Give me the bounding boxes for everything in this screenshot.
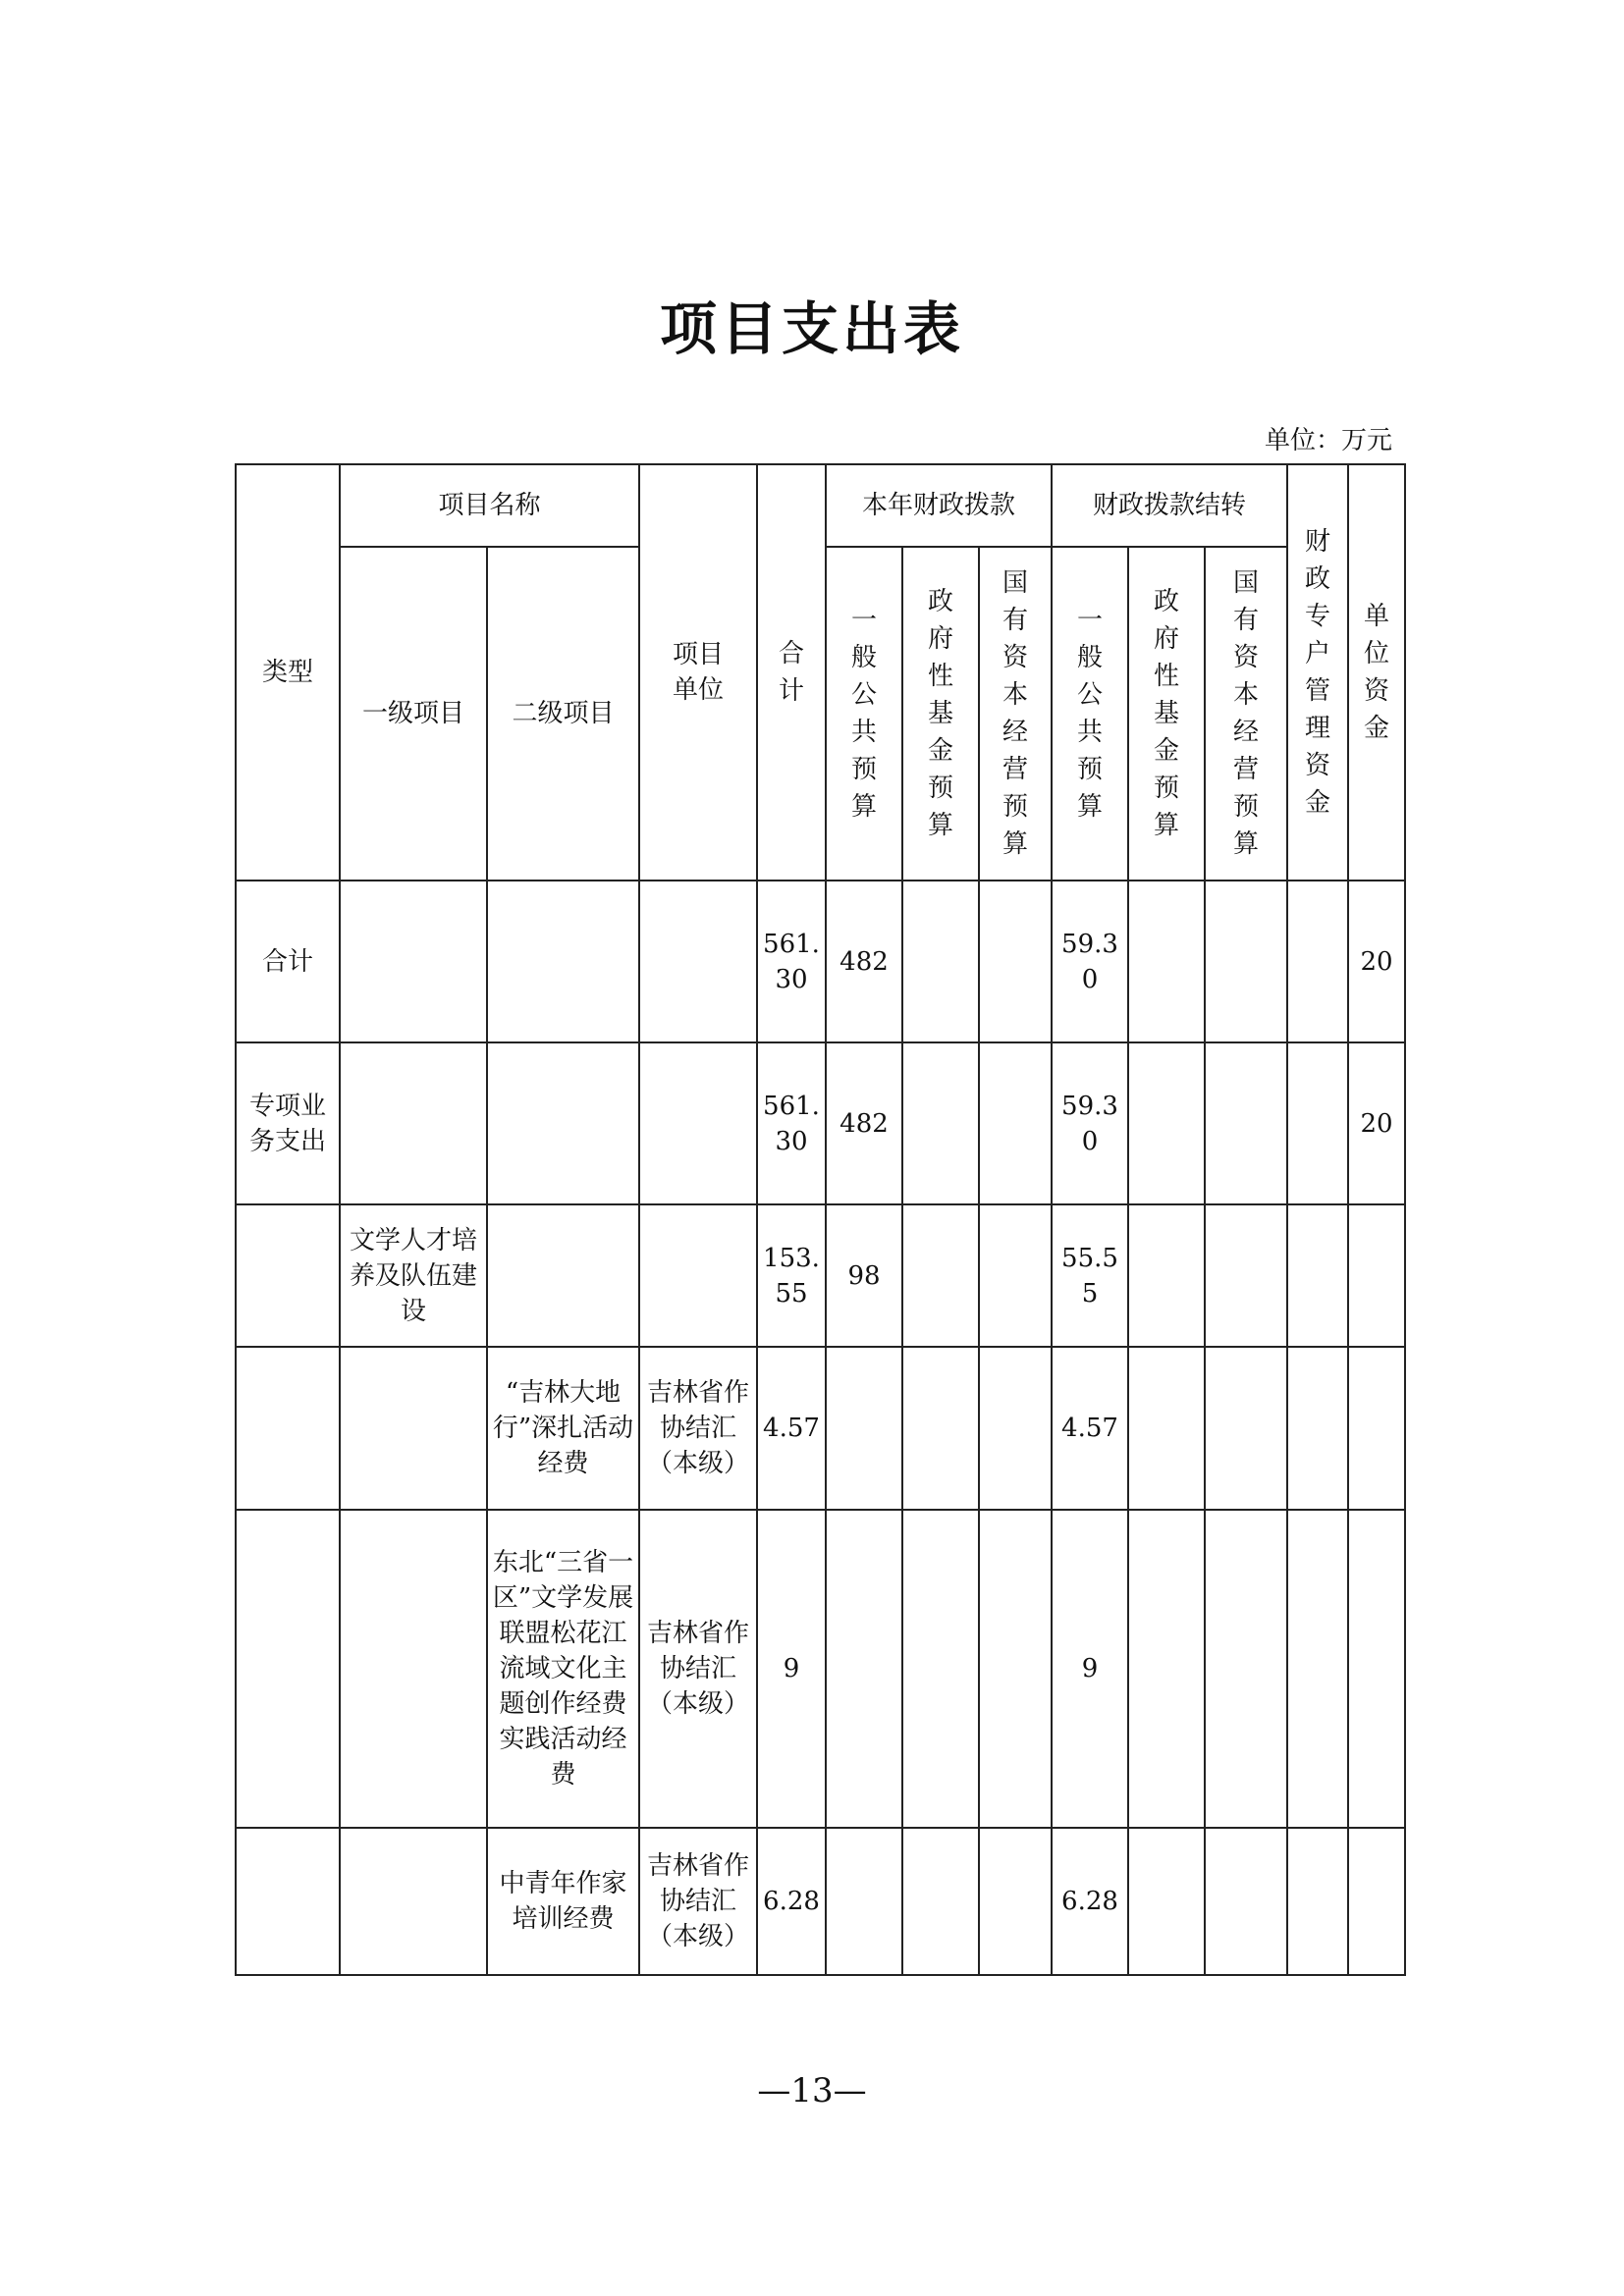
table-row xyxy=(236,1204,1405,1347)
cell-level2: 中青年作家培训经费 xyxy=(487,1828,639,1975)
cell-carry-state xyxy=(1205,881,1287,1042)
cell-total: 9 xyxy=(757,1510,826,1828)
cell-type xyxy=(236,1204,340,1347)
cell-special xyxy=(1287,1204,1348,1347)
cell-unit xyxy=(639,881,757,1042)
header-carry-state: 国有资本经营预算 xyxy=(1205,547,1287,881)
cell-cur-gov xyxy=(902,1828,979,1975)
cell-cur-gov xyxy=(902,1510,979,1828)
cell-total: 561.30 xyxy=(757,1042,826,1204)
cell-total: 6.28 xyxy=(757,1828,826,1975)
page-title: 项目支出表 xyxy=(659,295,964,362)
header-carryover: 财政拨款结转 xyxy=(1052,464,1287,547)
cell-type: 专项业务支出 xyxy=(236,1042,340,1204)
header-carry-general: 一般公共预算 xyxy=(1052,547,1128,881)
cell-carry-state xyxy=(1205,1510,1287,1828)
cell-carry-gov xyxy=(1128,1042,1205,1204)
cell-cur-state xyxy=(979,1347,1052,1510)
header-project-unit: 项目单位 xyxy=(639,464,757,881)
header-cur-state: 国有资本经营预算 xyxy=(979,547,1052,881)
unit-label: 单位：万元 xyxy=(1264,426,1392,455)
table-row xyxy=(236,1828,1405,1975)
cell-level1 xyxy=(340,881,487,1042)
header-current-year: 本年财政拨款 xyxy=(826,464,1052,547)
cell-cur-gov xyxy=(902,1347,979,1510)
cell-carry-general: 6.28 xyxy=(1052,1828,1128,1975)
page-number: —13— xyxy=(757,2071,867,2110)
cell-special xyxy=(1287,1828,1348,1975)
cell-carry-state xyxy=(1205,1828,1287,1975)
cell-level2: 东北“三省一区”文学发展联盟松花江流域文化主题创作经费实践活动经费 xyxy=(487,1510,639,1828)
cell-cur-state xyxy=(979,1828,1052,1975)
cell-level1 xyxy=(340,1347,487,1510)
cell-cur-general xyxy=(826,1347,902,1510)
cell-unit: 吉林省作协结汇（本级） xyxy=(639,1347,757,1510)
cell-type xyxy=(236,1510,340,1828)
cell-special xyxy=(1287,1347,1348,1510)
cell-carry-general: 9 xyxy=(1052,1510,1128,1828)
cell-carry-state xyxy=(1205,1347,1287,1510)
cell-special xyxy=(1287,1042,1348,1204)
table-row xyxy=(236,1510,1405,1828)
cell-cur-gov xyxy=(902,881,979,1042)
cell-special xyxy=(1287,1510,1348,1828)
cell-carry-gov xyxy=(1128,1204,1205,1347)
cell-cur-general xyxy=(826,1828,902,1975)
cell-type xyxy=(236,1828,340,1975)
cell-carry-gov xyxy=(1128,1347,1205,1510)
cell-carry-gov xyxy=(1128,1510,1205,1828)
table-row xyxy=(236,881,1405,1042)
header-type: 类型 xyxy=(236,464,340,881)
cell-unit xyxy=(639,1204,757,1347)
cell-cur-state xyxy=(979,1510,1052,1828)
cell-unit-funds xyxy=(1348,1347,1405,1510)
cell-carry-general: 55.55 xyxy=(1052,1204,1128,1347)
cell-unit xyxy=(639,1042,757,1204)
cell-cur-state xyxy=(979,1042,1052,1204)
table-row xyxy=(236,1042,1405,1204)
cell-total: 4.57 xyxy=(757,1347,826,1510)
header-level1: 一级项目 xyxy=(340,547,487,881)
header-cur-gov: 政府性基金预算 xyxy=(902,547,979,881)
cell-carry-state xyxy=(1205,1204,1287,1347)
cell-cur-gov xyxy=(902,1042,979,1204)
cell-level2 xyxy=(487,1042,639,1204)
cell-type xyxy=(236,1347,340,1510)
cell-type: 合计 xyxy=(236,881,340,1042)
cell-total: 561.30 xyxy=(757,881,826,1042)
cell-level2 xyxy=(487,1204,639,1347)
cell-level1 xyxy=(340,1510,487,1828)
header-carry-gov: 政府性基金预算 xyxy=(1128,547,1205,881)
cell-level1 xyxy=(340,1828,487,1975)
header-total: 合计 xyxy=(757,464,826,881)
cell-unit-funds: 20 xyxy=(1348,1042,1405,1204)
cell-unit-funds: 20 xyxy=(1348,881,1405,1042)
cell-unit-funds xyxy=(1348,1204,1405,1347)
cell-cur-general: 482 xyxy=(826,881,902,1042)
cell-unit: 吉林省作协结汇（本级） xyxy=(639,1510,757,1828)
cell-cur-state xyxy=(979,881,1052,1042)
header-project-name: 项目名称 xyxy=(340,464,639,547)
cell-level2: “吉林大地行”深扎活动经费 xyxy=(487,1347,639,1510)
cell-unit-funds xyxy=(1348,1510,1405,1828)
cell-carry-gov xyxy=(1128,1828,1205,1975)
cell-carry-general: 4.57 xyxy=(1052,1347,1128,1510)
cell-carry-general: 59.30 xyxy=(1052,881,1128,1042)
cell-special xyxy=(1287,881,1348,1042)
cell-cur-state xyxy=(979,1204,1052,1347)
project-expenditure-table xyxy=(235,463,1406,1976)
header-unit-funds: 单位资金 xyxy=(1348,464,1405,881)
cell-level1 xyxy=(340,1042,487,1204)
cell-cur-general: 482 xyxy=(826,1042,902,1204)
cell-unit: 吉林省作协结汇（本级） xyxy=(639,1828,757,1975)
header-level2: 二级项目 xyxy=(487,547,639,881)
header-fiscal-special: 财政专户管理资金 xyxy=(1287,464,1348,881)
cell-cur-general xyxy=(826,1510,902,1828)
cell-unit-funds xyxy=(1348,1828,1405,1975)
cell-total: 153.55 xyxy=(757,1204,826,1347)
cell-cur-general: 98 xyxy=(826,1204,902,1347)
cell-carry-state xyxy=(1205,1042,1287,1204)
cell-carry-general: 59.30 xyxy=(1052,1042,1128,1204)
cell-carry-gov xyxy=(1128,881,1205,1042)
header-cur-general: 一般公共预算 xyxy=(826,547,902,881)
cell-level2 xyxy=(487,881,639,1042)
cell-level1: 文学人才培养及队伍建设 xyxy=(340,1204,487,1347)
table-row xyxy=(236,1347,1405,1510)
cell-cur-gov xyxy=(902,1204,979,1347)
